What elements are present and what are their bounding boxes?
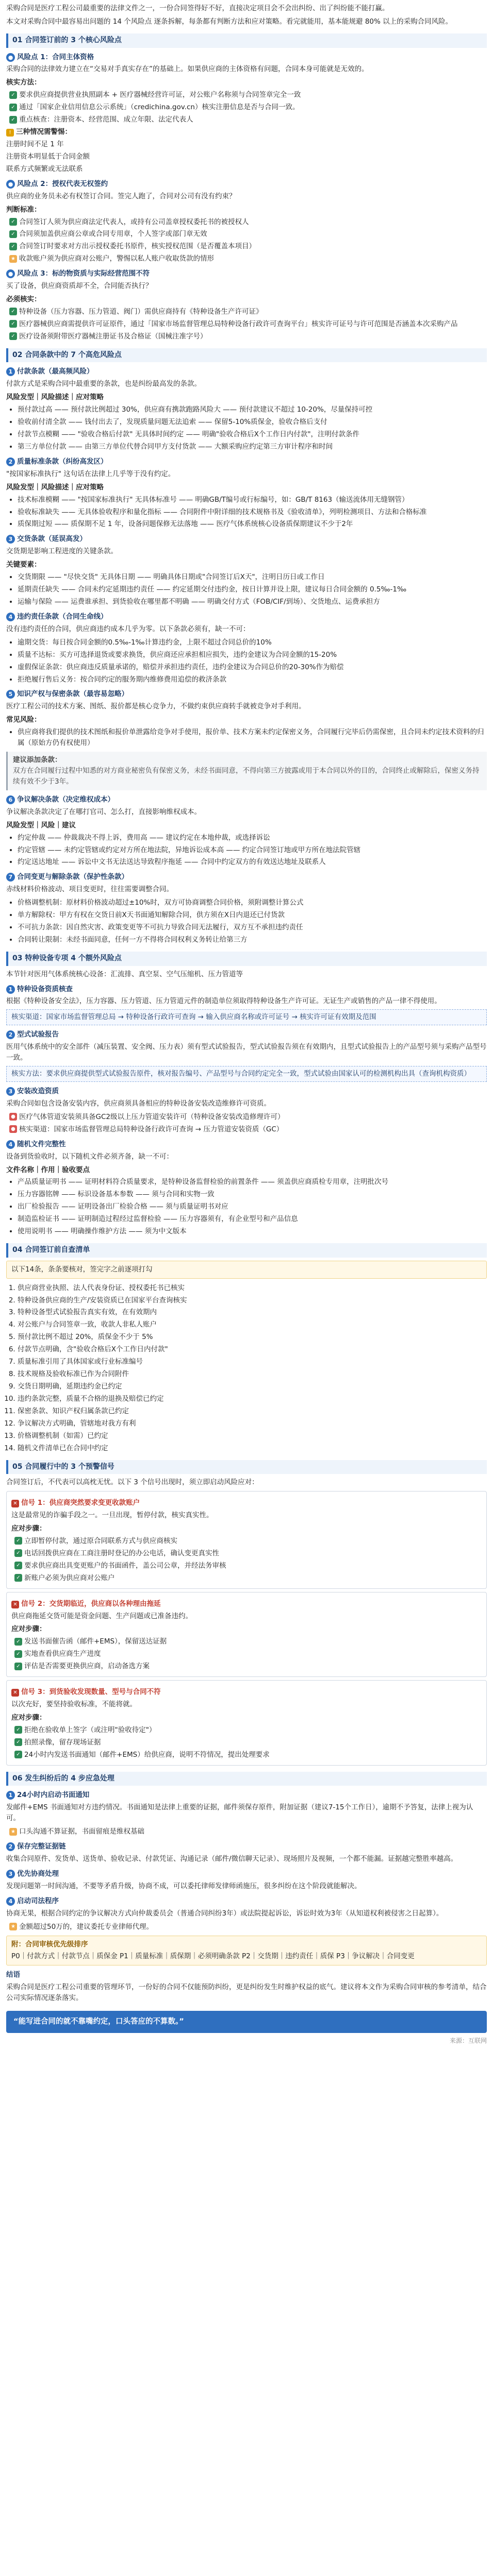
check-icon: ✓ <box>14 1574 22 1582</box>
clause-5-common-label: 常见风险： <box>6 716 41 724</box>
list-item: • 使用说明书 —— 明确操作维护方法 —— 须为中文版本 <box>18 1226 487 1237</box>
tip-item: ★ 收款账户须为供应商对公账户，警惕以私人账户收取货款的情形 <box>9 253 487 264</box>
check-icon: ✓ <box>9 332 17 340</box>
check-icon: ✓ <box>14 1751 22 1758</box>
circle-six-icon: 6 <box>6 795 15 804</box>
list-item: • 预付款过高 —— 预付款比例超过 30%，供应商有携款跑路风险大 —— 预付款建议不超过 10-20%，尽量保持可控 <box>18 404 487 415</box>
special-2-desc: 医用气体系统中的安全部件（减压装置、安全阀、压力表）须有型式试验报告，型式试验报告须在有效期内，且型式试验报告上的产品型号须与采购产品型号一致。 <box>6 1043 487 1062</box>
check-icon: ✓ <box>9 230 17 238</box>
clause-6-title: 6 争议解决条款（决定维权成本） <box>6 794 487 805</box>
advice-text: 双方在合同履行过程中知悉的对方商业秘密负有保密义务，未经书面同意，不得向第三方披露或用于本合同以外的目的，合同终止或解除后，保密义务持续有效不少于3年。 <box>13 767 480 786</box>
clause-5-desc: 医疗工程公司的技术方案、图纸、报价都是核心竞争力，不做约束供应商转手就被竞争对手利用。 <box>6 702 306 711</box>
signal-1-title: ✕ 信号 1：供应商突然要求变更收款账户 <box>11 1498 482 1509</box>
risk-2-judge-label: 判断标准： <box>6 205 41 214</box>
clause-3-key-label: 关键要素： <box>6 561 41 569</box>
special-3-desc: 采购合同如包含设备安装内容，供应商须具备相应的特种设备安装改造维修许可资质。 <box>6 1099 271 1108</box>
clause-4-title: 4 违约责任条款（合同生命线） <box>6 612 487 622</box>
list-item: • 第三方单位付款 —— 由第三方单位代替合同甲方支付货款 —— 大额采购应约定第三方审计程序和时间 <box>18 442 487 452</box>
checklist-item: 10. 违约条款完整，质量不合格的退换及赔偿已约定 <box>18 1394 487 1404</box>
clause-2-list <box>6 495 487 530</box>
warning-icon: ! <box>6 129 14 137</box>
list-item: ● 医疗气体管道安装须具备GC2级以上压力管道安装许可（特种设备安装改造修理许可） <box>9 1112 487 1123</box>
special-2-title: 2 型式试验报告 <box>6 1029 487 1040</box>
clause-5-list <box>6 727 487 749</box>
list-item: ✓ 要求供应商提供营业执照副本 + 医疗器械经营许可证，对公账户名称须与合同签章完全一致 <box>9 90 487 100</box>
pin-icon: ● <box>6 269 15 278</box>
clause-1-header: 风险发型｜风险描述｜应对策略 <box>6 393 104 402</box>
checklist-item: 7. 质量标准引用了具体国家或行业标准编号 <box>18 1357 487 1367</box>
closing-text: 采购合同是医疗工程公司重要的管理环节，一份好的合同不仅能预防纠纷，更是纠纷发生时维护权益的底气。建议将本文作为采购合同审核的参考清单，结合公司实际情况逐条落实。 <box>6 1983 487 2003</box>
warn-item: 联系方式频繁或无法联系 <box>6 164 83 173</box>
step-3-title: 3 优先协商处理 <box>6 1869 487 1879</box>
special-4-title: 4 随机文件完整性 <box>6 1139 487 1150</box>
special-4-list <box>6 1177 487 1237</box>
list-item: • 验收前付清全款 —— 钱付出去了，发现质量问题无法追索 —— 保留5-10%质保金，验收合格后支付 <box>18 417 487 428</box>
list-item: ✓ 电话回拨供应商在工商注册时登记的办公电话，确认变更真实性 <box>14 1548 482 1559</box>
clause-6-desc: 争议解决条款决定了在哪打官司、怎么打，直接影响维权成本。 <box>6 807 201 816</box>
list-item: • 供应商将我们提供的技术图纸和报价单泄露给竞争对手使用，报价单、技术方案未约定保密义务，合同履行完毕后仍需保密，且合同未约定技术资料的归属（原始方仍有权使用） <box>18 727 487 749</box>
list-item: ✓ 实地查看供应商生产进度 <box>14 1649 482 1659</box>
check-icon: ✓ <box>14 1549 22 1557</box>
risk-2-desc: 供应商的业务员未必有权签订合同。签完人跑了，合同对公司有没有约束？ <box>6 192 236 200</box>
circle-four-icon: 4 <box>6 1140 15 1149</box>
alert-icon: ✕ <box>11 1500 19 1507</box>
clause-2-desc: "按国家标准执行" 这句话在法律上几乎等于没有约定。 <box>6 469 175 478</box>
signal-2-title: ✕ 信号 2：交货期临近，供应商以各种理由拖延 <box>11 1599 482 1609</box>
check-icon: ✓ <box>9 91 17 99</box>
special-1-title: 1 特种设备资质核查 <box>6 984 487 995</box>
closing-title: 结语 <box>6 1971 20 1979</box>
circle-three-icon: 3 <box>6 1870 15 1878</box>
clause-3-desc: 交货期是影响工程进度的关键条款。 <box>6 547 118 556</box>
clause-4-desc: 没有违约责任的合同，供应商违约成本几乎为零。以下条款必须有，缺一不可： <box>6 624 250 633</box>
list-item: ✓ 立即暂停付款，通过原合同联系方式与供应商核实 <box>14 1536 482 1547</box>
check-icon: ✓ <box>9 320 17 328</box>
list-item: • 付款节点模糊 —— "验收合格后付款" 无具体时间约定 —— 明确"验收合格后X个工作日内付款"，注明付款条件 <box>18 429 487 440</box>
clause-7-title: 7 合同变更与解除条款（保护性条款） <box>6 872 487 883</box>
section-05-desc: 合同签订后，不代表可以高枕无忧。以下 3 个信号出现时，须立即启动风险应对： <box>6 1478 259 1487</box>
list-item: ✓ 合同须加盖供应商公章或合同专用章，个人签字或部门章无效 <box>9 229 487 240</box>
clause-5-title: 5 知识产权与保密条款（最容易忽略） <box>6 689 487 700</box>
clause-1-list <box>6 404 487 452</box>
list-item: • 逾期交货：每日按合同金额的0.5‰-1‰计算违约金，上限不超过合同总价的10% <box>18 637 487 648</box>
list-item: • 交货期限 —— "尽快交货" 无具体日期 —— 明确具体日期或"合同签订后X天"，注明日历日或工作日 <box>18 572 487 583</box>
clause-7-desc: 赤线材料价格波动、项目变更时，往往需要调整合同。 <box>6 885 173 894</box>
risk-3-desc: 买了设备，供应商资质却不全，合同能否执行？ <box>6 282 153 291</box>
checklist-intro: 以下14条，条条要核对，签完字之前逐项打勾 <box>6 1261 487 1279</box>
list-item: ✓ 特种设备（压力容器、压力管道、阀门）需供应商持有《特种设备生产许可证》 <box>9 307 487 317</box>
checklist-item: 8. 技术规格及验收标准已作为合同附件 <box>18 1369 487 1380</box>
risk-3-req-label: 必须核实： <box>6 295 41 304</box>
clause-2-title: 2 质量标准条款（纠纷高发区） <box>6 456 487 467</box>
checklist-item: 9. 交货日期明确，延期违约金已约定 <box>18 1381 487 1392</box>
list-item: ✓ 拍照录像，留存现场证据 <box>14 1737 482 1748</box>
check-icon: ✓ <box>14 1738 22 1746</box>
risk-1-warn-title: ! 三种情况需警惕： <box>6 127 487 138</box>
step-2-title: 2 保存完整证据链 <box>6 1841 487 1852</box>
circle-two-icon: 2 <box>6 1030 15 1039</box>
source-label: 来源：互联网 <box>449 2037 487 2044</box>
list-item: • 验收标准缺失 —— 无具体验收程序和量化指标 —— 合同附件中附详细的技术规格书及《验收清单》，列明检测项目、方法和合格标准 <box>18 507 487 518</box>
list-item: • 价格调整机制：原材料价格波动超过±10%时，双方可协商调整合同价格，须附调整计算公式 <box>18 897 487 908</box>
special-3-title: 3 安装改造资质 <box>6 1086 487 1097</box>
pin-icon: ● <box>9 1113 17 1121</box>
signal-3-desc: 以次充好，要坚持验收标准，不能将就。 <box>11 1700 137 1709</box>
advice-title: 建议添加条款： <box>13 756 62 765</box>
circle-four-icon: 4 <box>6 613 15 621</box>
list-item: ✓ 评估是否需要更换供应商，启动备选方案 <box>14 1661 482 1672</box>
priority-summary <box>6 1936 487 1966</box>
clause-4-list <box>6 637 487 685</box>
list-item: ✓ 医疗设备须附带医疗器械注册证书及合格证（国械注准字号） <box>9 331 487 342</box>
clause-3-title: 3 交货条款（延误高发） <box>6 534 487 545</box>
circle-three-icon: 3 <box>6 535 15 544</box>
special-2-verify: 核实方法：要求供应商提供型式试验报告原件，核对报告编号、产品型号与合同约定完全一致，型式试验由国家认可的检测机构出具（查询机构资质） <box>6 1066 487 1082</box>
list-item: ✓ 通过「国家企业信用信息公示系统」（credichina.gov.cn）核实注册信息是否与合同一致。 <box>9 102 487 113</box>
list-item: • 单方解除权：甲方有权在交货日前X天书面通知解除合同，供方须在X日内退还已付货款 <box>18 910 487 921</box>
step-1-desc: 发邮件+EMS 书面通知对方违约情况。书面通知是法律上重要的证据，邮件须保存原件，附加证据（建议7-15个工作日），逾期不予答复，法律上视为认可。 <box>6 1803 473 1823</box>
risk-1-check-label: 核实方法： <box>6 78 41 87</box>
bulb-icon: ★ <box>9 1828 17 1836</box>
circle-two-icon: 2 <box>6 1842 15 1851</box>
risk-1-desc: 采购合同的法律效力建立在“交易对手真实存在”的基础上。如果供应商的主体资格有问题，合同本身可能就是无效的。 <box>6 65 369 74</box>
list-item: • 技术标准模糊 —— "按国家标准执行" 无具体标准号 —— 明确GB/T编号或行标编号，如：GB/T 8163（输送流体用无缝钢管） <box>18 495 487 505</box>
list-item: ✓ 新账户必须为供应商对公账户 <box>14 1573 482 1584</box>
warning-signal-2 <box>6 1592 487 1677</box>
signal-3-act-label: 应对步骤： <box>11 1713 46 1722</box>
clause-6-list <box>6 833 487 868</box>
bulb-icon: ★ <box>9 255 17 263</box>
warn-item: 注册资本明显低于合同金额 <box>6 152 90 161</box>
list-item: ✓ 合同签订时要求对方出示授权委托书原件，核实授权范围（是否覆盖本项目） <box>9 241 487 252</box>
list-item: • 约定送达地址 —— 诉讼中文书无法送达导致程序拖延 —— 合同中约定双方的有效送达地址及联系人 <box>18 857 487 868</box>
intro-line-1: 采购合同是医疗工程公司最重要的法律文件之一，一份合同签得好不好，直接决定项目会不会出纠纷、出了纠纷能不能打赢。 <box>6 4 389 12</box>
check-icon: ✓ <box>9 218 17 226</box>
circle-five-icon: 5 <box>6 690 15 699</box>
circle-one-icon: 1 <box>6 1791 15 1800</box>
clause-1-title: 1 付款条款（最高频风险） <box>6 366 487 377</box>
list-item: • 约定管辖 —— 未约定管辖或约定对方所在地法院，异地诉讼成本高 —— 约定合同签订地或甲方所在地法院管辖 <box>18 845 487 856</box>
clause-2-header: 风险发型｜风险描述｜应对策略 <box>6 483 104 492</box>
check-icon: ✓ <box>14 1562 22 1569</box>
check-icon: ✓ <box>14 1726 22 1734</box>
circle-three-icon: 3 <box>6 1087 15 1096</box>
checklist-item: 2. 特种设备供应商的生产/安装资质已在国家平台查询核实 <box>18 1295 487 1306</box>
clause-5-advice <box>6 752 487 790</box>
clause-1-desc: 付款方式是采购合同中最重要的条款，也是纠纷最高发的条款。 <box>6 380 201 388</box>
warn-item: 注册时间不足 1 年 <box>6 140 64 148</box>
list-item: ✓ 24小时内发送书面通知（邮件+EMS）给供应商，说明不符情况，提出处理要求 <box>14 1750 482 1760</box>
circle-seven-icon: 7 <box>6 873 15 882</box>
step-4-title: 4 启动司法程序 <box>6 1896 487 1907</box>
list-item: • 合同转让限制：未经书面同意，任何一方不得将合同权利义务转让给第三方 <box>18 935 487 945</box>
list-item: • 约定仲裁 —— 仲裁裁决不得上诉，费用高 —— 建议约定在本地仲裁，或选择诉讼 <box>18 833 487 843</box>
check-icon: ✓ <box>14 1650 22 1658</box>
pin-icon: ● <box>9 1125 17 1133</box>
check-icon: ✓ <box>9 116 17 124</box>
checklist-item: 4. 对公账户与合同签章一致，收款人非私人账户 <box>18 1319 487 1330</box>
warning-signal-3 <box>6 1680 487 1766</box>
circle-four-icon: 4 <box>6 1897 15 1906</box>
checklist-item: 13. 价格调整机制（如需）已约定 <box>18 1431 487 1442</box>
list-item: ✓ 发送书面催告函（邮件+EMS），保留送达证据 <box>14 1636 482 1647</box>
special-4-desc: 设备到货验收时，以下随机文件必须齐备，缺一不可： <box>6 1152 173 1161</box>
step-3-desc: 发现问题第一时间沟通，不要等矛盾升级，协商不成，可以委托律师发律师函施压，很多纠纷在这个阶段就能解决。 <box>6 1882 361 1890</box>
list-item: ● 核实渠道：国家市场监督管理总局特种设备行政许可查询 → 压力管道安装资质（GC） <box>9 1124 487 1135</box>
alert-icon: ✕ <box>11 1601 19 1608</box>
list-item: • 延期责任缺失 —— 合同未约定延期违约责任 —— 约定延期交付违约金，按日计算并设上限，建议每日合同金额的 0.5‰-1‰ <box>18 584 487 595</box>
risk-3-title: ● 风险点 3：标的物资质与实际经营范围不符 <box>6 268 487 279</box>
alert-icon: ✕ <box>11 1689 19 1697</box>
final-quote: “能写进合同的就不靠嘴约定，口头答应的不算数。” <box>6 2011 487 2032</box>
list-item: ✓ 医疗器械供应商需提供许可证原件，通过「国家市场监督管理总局特种设备行政许可查询平台」核实许可证号与许可范围是否涵盖本次采购产品 <box>9 319 487 330</box>
list-item: • 质保期过短 —— 质保期不足 1 年，设备问题保修无法落地 —— 医疗气体系统核心设备质保期建议不少于2年 <box>18 519 487 530</box>
list-item: • 出厂检验报告 —— 证明设备出厂检验合格 —— 须与质量证明书对应 <box>18 1201 487 1212</box>
section-title-01: 01 合同签订前的 3 个核心风险点 <box>6 33 487 48</box>
list-item: • 压力容器铭牌 —— 标识设备基本参数 —— 须与合同和实物一致 <box>18 1189 487 1200</box>
circle-two-icon: 2 <box>6 457 15 466</box>
check-icon: ✓ <box>14 1638 22 1646</box>
step-1-title: 1 24小时内启动书面通知 <box>6 1790 487 1801</box>
check-icon: ✓ <box>14 1537 22 1545</box>
bulb-icon: ★ <box>9 1923 17 1930</box>
section-title-02: 02 合同条款中的 7 个高危风险点 <box>6 348 487 363</box>
signal-3-title: ✕ 信号 3：到货验收发现数量、型号与合同不符 <box>11 1687 482 1698</box>
list-item: • 制造监检证书 —— 证明制造过程经过监督检验 —— 压力容器须有，有企业型号和产品信息 <box>18 1214 487 1225</box>
priority-summary-title: 附：合同审核优先级排序 <box>11 1940 88 1948</box>
checklist-item: 14. 随机文件清单已在合同中约定 <box>18 1443 487 1454</box>
special-1-desc: 根据《特种设备安全法》，压力容器、压力管道、压力管道元件的制造单位须取得特种设备生产许可证。无证生产或销售的产品一律不得使用。 <box>6 997 441 1006</box>
checklist-item: 11. 保密条款、知识产权归属条款已约定 <box>18 1406 487 1417</box>
checklist <box>6 1283 487 1454</box>
priority-summary-text: P0｜付款方式｜付款节点｜质保金 P1｜质量标准｜质保期｜必须明确条款 P2｜交货期｜违约责任｜质保 P3｜争议解决｜合同变更 <box>11 1952 415 1961</box>
list-item: • 质量不达标：买方可选择退货或要求换货，供应商还应承担相应损失，违约金建议为合同金额的15-20% <box>18 650 487 660</box>
checklist-item: 3. 特种设备型式试验报告真实有效，在有效期内 <box>18 1307 487 1318</box>
section-title-05: 05 合同履行中的 3 个预警信号 <box>6 1460 487 1475</box>
warning-signal-1 <box>6 1491 487 1588</box>
special-1-verify: 核实渠道：国家市场监督管理总局 → 特种设备行政许可查询 → 输入供应商名称或许可证号 → 核实许可证有效期及范围 <box>6 1009 487 1025</box>
step-4-note: ★ 金额超过50万的，建议委托专业律师代理。 <box>9 1922 487 1933</box>
section-title-06: 06 发生纠纷后的 4 步应急处理 <box>6 1772 487 1786</box>
list-item: • 产品质量证明书 —— 证明材料符合质量要求，是特种设备监督检验的前置条件 —— 须盖供应商质检专用章，注明批次号 <box>18 1177 487 1188</box>
list-item: • 拒绝履行售后义务：按合同约定的服务期内维修费用追偿的救济条款 <box>18 674 487 685</box>
list-item: ✓ 要求供应商出具变更账户的书面函件，盖公司公章，并经法务审核 <box>14 1561 482 1571</box>
pin-icon: ● <box>6 53 15 62</box>
intro-line-2: 本文对采购合同中最容易出问题的 14 个风险点 逐条拆解，每条都有判断方法和应对策略。看完就能用，基本能规避 80% 以上的采购合同风险。 <box>6 17 453 26</box>
step-1-note: ★ 口头沟通不算证据，书面留痕是维权基础 <box>9 1826 487 1837</box>
check-icon: ✓ <box>14 1663 22 1670</box>
signal-1-desc: 这是最常见的诈骗手段之一。一旦出现，暂停付款，核实真实性。 <box>11 1511 213 1520</box>
section-title-04: 04 合同签订前自查清单 <box>6 1243 487 1258</box>
list-item: • 运输与保险 —— 运费谁承担、到货验收在哪里都不明确 —— 明确交付方式（FOB/CIF/到场）、交货地点、运费承担方 <box>18 597 487 607</box>
section-title-03: 03 特种设备专项 4 个额外风险点 <box>6 952 487 966</box>
list-item: ✓ 合同签订人须为供应商法定代表人，或持有公司盖章授权委托书的被授权人 <box>9 217 487 228</box>
signal-1-act-label: 应对步骤： <box>11 1524 46 1533</box>
signal-2-desc: 供应商拖延交货可能是资金问题、生产问题或已准备违约。 <box>11 1612 192 1620</box>
risk-1-title: ● 风险点 1：合同主体资格 <box>6 52 487 63</box>
signal-2-act-label: 应对步骤： <box>11 1625 46 1634</box>
circle-one-icon: 1 <box>6 985 15 994</box>
checklist-item: 6. 付款节点明确，含"验收合格后X个工作日内付款" <box>18 1344 487 1355</box>
checklist-item: 1. 供应商营业执照、法人代表身份证、授权委托书已核实 <box>18 1283 487 1294</box>
clause-6-header: 风险发型｜风险｜建议 <box>6 821 76 829</box>
check-icon: ✓ <box>9 243 17 250</box>
list-item: ✓ 重点核查：注册资本、经营范围、成立年限、法定代表人 <box>9 114 487 125</box>
step-2-desc: 收集合同原件、发货单、送货单、验收记录、付款凭证、沟通记录（邮件/微信聊天记录）、现场照片及视频，一个都不能漏。证据越完整胜率越高。 <box>6 1854 458 1863</box>
pin-icon: ● <box>6 180 15 189</box>
clause-3-list <box>6 572 487 607</box>
section-03-desc: 本节针对医用气体系统核心设备：汇流排、真空泵、空气压缩机、压力管道等 <box>6 970 243 978</box>
list-item: ✓ 拒绝在验收单上签字（或注明"验收待定"） <box>14 1725 482 1736</box>
checklist-item: 12. 争议解决方式明确，管辖地对我方有利 <box>18 1418 487 1429</box>
list-item: • 不可抗力条款：因自然灾害、政策变更等不可抗力导致合同无法履行，双方互不承担违约责任 <box>18 922 487 933</box>
step-4-desc: 协商无果，根据合同约定的争议解决方式向仲裁委员会（普通合同纠纷3年）或法院提起诉讼，诉讼时效为3年（从知道权利被侵害之日起算）。 <box>6 1909 443 1918</box>
risk-2-title: ● 风险点 2：授权代表无权签约 <box>6 179 487 190</box>
clause-7-list <box>6 897 487 945</box>
check-icon: ✓ <box>9 308 17 315</box>
checklist-item: 5. 预付款比例不超过 20%，质保金不少于 5% <box>18 1332 487 1343</box>
circle-one-icon: 1 <box>6 367 15 376</box>
list-item: • 虚假保证条款：供应商违反质量承诺的，赔偿并承担违约责任，违约金建议为合同总价的20-30%作为赔偿 <box>18 662 487 673</box>
special-4-header: 文件名称｜作用｜验收要点 <box>6 1165 90 1174</box>
check-icon: ✓ <box>9 104 17 111</box>
